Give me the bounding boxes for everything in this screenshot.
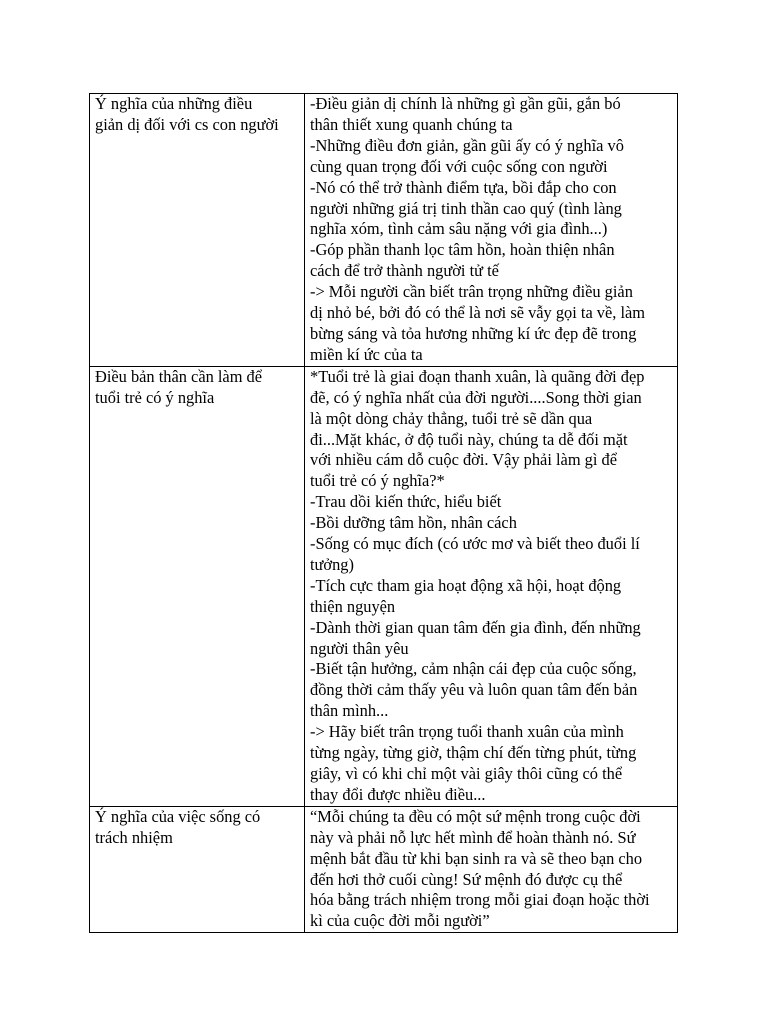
content-line: thiện nguyện [310,596,396,616]
label-line: giản dị đối với cs con người [95,114,279,134]
content-line: đồng thời cảm thấy yêu và luôn quan tâm đến bản [310,680,638,700]
content-line: thân mình... [310,701,389,721]
content-line: -Sống có mục đích (có ước mơ và biết theo đuổi lí [310,534,640,554]
row-label-cell [90,806,305,932]
content-line: đi...Mặt khác, ở độ tuổi này, chúng ta dễ đối mặt [310,429,628,449]
content-line: *Tuổi trẻ là giai đoạn thanh xuân, là quãng đời đẹp [310,366,645,386]
content-line: -Dành thời gian quan tâm đến gia đình, đến những [310,617,641,637]
content-table [89,93,678,933]
row-label-cell [90,366,305,806]
content-line: hóa bằng trách nhiệm trong mỗi giai đoạn hoặc thời [310,890,650,910]
content-line: -Trau dồi kiến thức, hiểu biết [310,492,502,512]
content-line: dị nhỏ bé, bởi đó có thể là nơi sẽ vẫy gọi ta về, làm [310,303,646,323]
content-line: tưởng) [310,554,354,574]
content-line: từng ngày, từng giờ, thậm chí đến từng phút, từng [310,743,637,763]
row-label-cell [90,94,305,367]
content-line: cách để trở thành người tử tế [310,261,499,281]
content-line: thay đổi được nhiều điều... [310,784,486,804]
label-line: Ý nghĩa của việc sống có [95,806,261,826]
label-line: trách nhiệm [95,827,173,847]
content-line: -Những điều đơn giản, gần gũi ấy có ý nghĩa vô [310,135,624,155]
content-line: bừng sáng và tỏa hương những kí ức đẹp đẽ trong [310,323,637,343]
table-row [90,806,678,932]
content-line: -> Hãy biết trân trọng tuổi thanh xuân của mình [310,722,624,742]
content-line: đẽ, có ý nghĩa nhất của đời người....Song thời gian [310,387,642,407]
content-line: là một dòng chảy thẳng, tuổi trẻ sẽ dần qua [310,408,593,428]
content-line: cùng quan trọng đối với cuộc sống con người [310,156,608,176]
table-row [90,366,678,806]
label-line: Điều bản thân cần làm để [95,366,263,386]
content-line: -> Mỗi người cần biết trân trọng những điều giản [310,282,633,302]
content-line: tuổi trẻ có ý nghĩa?* [310,471,445,491]
content-line: -Nó có thể trở thành điểm tựa, bồi đắp cho con [310,177,617,197]
content-line: -Biết tận hưởng, cảm nhận cái đẹp của cuộc sống, [310,659,637,679]
table-row [90,94,678,367]
row-content-cell [305,94,678,367]
content-line: nghĩa xóm, tình cảm sâu nặng với gia đình...) [310,219,608,239]
content-line: này và phải nỗ lực hết mình để hoàn thành nó. Sứ [310,827,636,847]
content-line: kì của cuộc đời mỗi người” [310,911,490,931]
content-line: người thân yêu [310,638,409,658]
row-content-cell [305,366,678,806]
content-line: -Bồi dưỡng tâm hồn, nhân cách [310,513,517,533]
content-line: giây, vì có khi chỉ một vài giây thôi cũng có thể [310,764,623,783]
content-line: với nhiều cám dỗ cuộc đời. Vậy phải làm gì để [310,450,617,470]
content-line: người những giá trị tinh thần cao quý (tình làng [310,198,622,218]
content-line: -Điều giản dị chính là những gì gần gũi, gắn bó [310,94,621,113]
label-line: tuổi trẻ có ý nghĩa [95,387,215,407]
content-line: “Mỗi chúng ta đều có một sứ mệnh trong cuộc đời [310,806,641,826]
content-line: thân thiết xung quanh chúng ta [310,114,513,134]
content-line: đến hơi thở cuối cùng! Sứ mệnh đó được cụ thể [310,869,623,889]
row-content-cell [305,806,678,932]
content-line: -Góp phần thanh lọc tâm hồn, hoàn thiện nhân [310,240,615,260]
content-line: -Tích cực tham gia hoạt động xã hội, hoạt động [310,575,622,595]
label-line: Ý nghĩa của những điều [95,94,253,113]
content-line: miền kí ức của ta [310,344,423,364]
content-line: mệnh bắt đầu từ khi bạn sinh ra và sẽ theo bạn cho [310,848,643,868]
